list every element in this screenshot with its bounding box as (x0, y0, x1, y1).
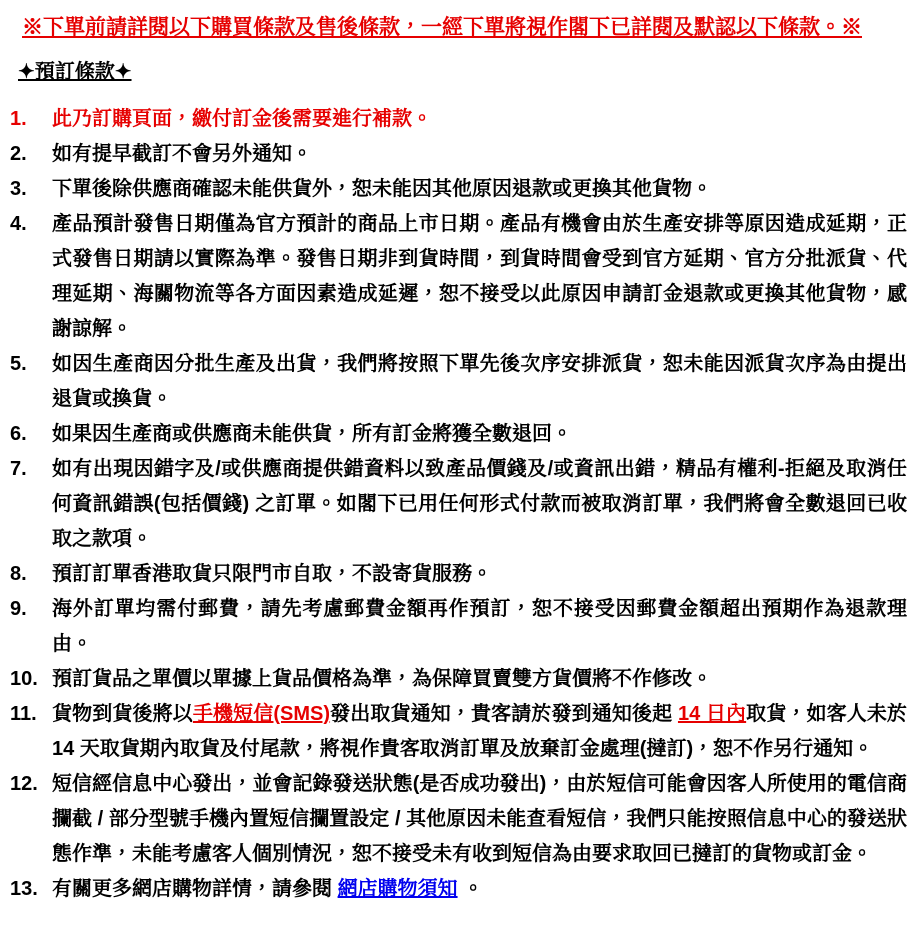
term-text: 如有出現因錯字及/或供應商提供錯資料以致產品價錢及/或資訊出錯，精品有權利-拒絕及取消任何資訊錯誤(包括價錢) 之訂單。如閣下已用任何形式付款而被取消訂單，我們將會全數退回已收取之款項。 (52, 458, 907, 550)
item-number: 11. (10, 703, 37, 725)
item-text (52, 563, 492, 585)
item-number: 8. (10, 563, 27, 585)
item-number: 1. (10, 108, 27, 130)
section-title: ✦預訂條款✦ (18, 61, 132, 83)
term-text: 如果因生產商或供應商未能供貨，所有訂金將獲全數退回。 (52, 423, 572, 445)
term-text: 如因生產商因分批生產及出貨，我們將按照下單先後次序安排派貨，恕未能因派貨次序為由提出退貨或換貨。 (52, 353, 907, 410)
term-item-13 (6, 872, 907, 907)
item-number: 10. (10, 668, 38, 690)
item-text (52, 598, 907, 655)
term-text: 有關更多網店購物詳情，請參閱 (52, 878, 338, 900)
item-number: 2. (10, 143, 27, 165)
term-text: 。 (457, 878, 484, 900)
term-item-4 (6, 207, 907, 347)
item-text (52, 773, 907, 865)
term-item-10 (6, 662, 907, 697)
item-number: 3. (10, 178, 27, 200)
highlighted-text: 14 日內 (677, 703, 747, 725)
item-number: 7. (10, 458, 27, 480)
term-item-1 (6, 102, 907, 137)
term-text: 取貨，如客人未於 14 天取貨期內取貨及付尾款，將視作貴客取消訂單及放棄訂金處理(撻訂)，恕不作另行通知。 (52, 703, 908, 760)
item-text (52, 108, 432, 130)
item-number: 9. (10, 598, 27, 620)
item-text (52, 213, 907, 340)
term-text: 如有提早截訂不會另外通知。 (52, 143, 312, 165)
term-text: 預訂貨品之單價以單據上貨品價格為準，為保障買賣雙方貨價將不作修改。 (52, 668, 712, 690)
item-number: 6. (10, 423, 27, 445)
item-text (52, 668, 712, 690)
term-text: 海外訂單均需付郵費，請先考慮郵費金額再作預訂，恕不接受因郵費金額超出預期作為退款理由。 (52, 598, 907, 655)
item-text (52, 353, 907, 410)
term-item-7 (6, 452, 907, 557)
item-text (52, 878, 483, 900)
term-text: 短信經信息中心發出，並會記錄發送狀態(是否成功發出)，由於短信可能會因客人所使用的電信商攔截 / 部分型號手機內置短信攔置設定 / 其他原因未能查看短信，我們只能按照信息中心的發送狀態作準，未能考慮客人個別情況，恕不接受未有收到短信為由要求取回已撻訂的貨物或訂金。 (52, 773, 907, 865)
term-text: 發出取貨通知，貴客請於發到通知後起 (330, 703, 678, 725)
term-text: 貨物到貨後將以 (52, 703, 193, 725)
item-number: 5. (10, 353, 27, 375)
term-item-3 (6, 172, 907, 207)
store-shopping-guide-link[interactable]: 網店購物須知 (337, 878, 458, 900)
item-text (52, 703, 907, 760)
highlighted-text: 手機短信(SMS) (192, 703, 331, 725)
item-text (52, 423, 572, 445)
term-item-11 (6, 697, 907, 767)
item-number: 13. (10, 878, 38, 900)
term-text: 產品預計發售日期僅為官方預計的商品上市日期。產品有機會由於生產安排等原因造成延期，正式發售日期請以實際為準。發售日期非到貨時間，到貨時間會受到官方延期、官方分批派貨、代理延期、海關物流等各方面因素造成延遲，恕不接受以此原因申請訂金退款或更換其他貨物，感謝諒解。 (52, 213, 907, 340)
item-number: 12. (10, 773, 38, 795)
item-text (52, 458, 907, 550)
term-text: 預訂訂單香港取貨只限門市自取，不設寄貨服務。 (52, 563, 492, 585)
term-text: 此乃訂購頁面，繳付訂金後需要進行補款。 (52, 108, 432, 130)
item-number: 4. (10, 213, 27, 235)
term-item-2 (6, 137, 907, 172)
term-item-9 (6, 592, 907, 662)
term-item-12 (6, 767, 907, 872)
term-item-8 (6, 557, 907, 592)
item-text (52, 143, 312, 165)
term-item-6 (6, 417, 907, 452)
term-text: 下單後除供應商確認未能供貨外，恕未能因其他原因退款或更換其他貨物。 (52, 178, 712, 200)
term-item-5 (6, 347, 907, 417)
terms-list (6, 102, 907, 907)
page-title: ※下單前請詳閱以下購買條款及售後條款，一經下單將視作閣下已詳閱及默認以下條款。※ (22, 16, 862, 39)
item-text (52, 178, 712, 200)
